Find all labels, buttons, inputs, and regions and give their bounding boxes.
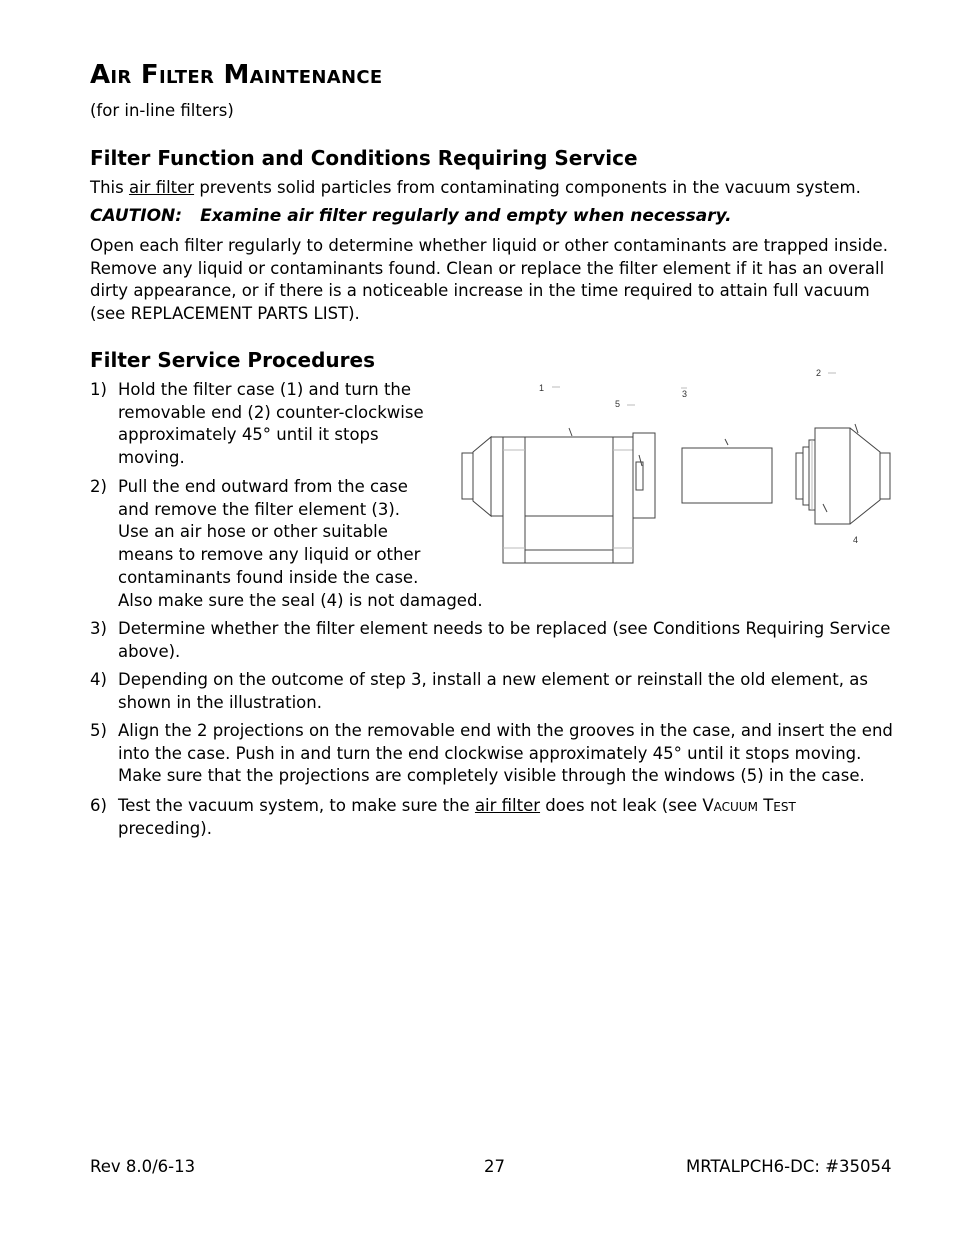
step-line: preceding). [118, 818, 212, 838]
step-line: contaminants found inside the case. [118, 567, 419, 587]
callout-4: 4 [853, 535, 859, 545]
caution-label: CAUTION: [90, 206, 183, 226]
caution-text: Examine air filter regularly and empty when necessary. [200, 206, 732, 226]
step-line: means to remove any liquid or other [118, 545, 421, 565]
filter-element-part [682, 439, 772, 503]
step-line: removable end (2) counter-clockwise [118, 402, 424, 422]
filter-case-part [462, 433, 655, 563]
step-line: above). [118, 641, 181, 661]
callout-3: 3 [682, 389, 688, 399]
step-line: moving. [118, 448, 185, 468]
step-number: 1) [90, 380, 107, 399]
step-line: into the case. Push in and turn the end clockwise approximately 45° until it stops moving. [118, 743, 862, 763]
step-line: approximately 45° until it stops [118, 425, 379, 445]
step-number: 6) [90, 796, 107, 815]
footer-page-number: 27 [484, 1157, 505, 1176]
step6-text-before: Test the vacuum system, to make sure the [118, 796, 475, 815]
page-title: Air Filter Maintenance [90, 60, 383, 90]
footer-document-id: MRTALPCH6-DC: #35054 [686, 1157, 892, 1176]
step-number: 4) [90, 670, 107, 689]
step-number: 2) [90, 477, 107, 496]
section-heading-procedures: Filter Service Procedures [90, 348, 375, 372]
callout-1: 1 [539, 383, 545, 393]
step-line: Pull the end outward from the case [118, 477, 408, 496]
page-subtitle: (for in-line filters) [90, 101, 234, 120]
intro-text-after: prevents solid particles from contaminating components in the vacuum system. [194, 178, 861, 197]
footer-revision: Rev 8.0/6-13 [90, 1157, 196, 1176]
step-line: Align the 2 projections on the removable end with the grooves in the case, and insert the end [118, 721, 893, 740]
vacuum-test-reference: Vacuum Test [702, 796, 796, 815]
removable-end-part [796, 424, 890, 524]
caution-note [90, 206, 732, 226]
intro-paragraph [90, 178, 861, 197]
step-line: shown in the illustration. [118, 692, 322, 712]
section-heading-function: Filter Function and Conditions Requiring Service [90, 146, 638, 170]
step-line: Depending on the outcome of step 3, install a new element or reinstall the old element, as [118, 670, 868, 689]
step-line: Determine whether the filter element needs to be replaced (see Conditions Requiring Service [118, 619, 891, 638]
step-line: Also make sure the seal (4) is not damaged. [118, 590, 483, 610]
air-filter-link[interactable]: air filter [128, 178, 195, 197]
step-line: Hold the filter case (1) and turn the [118, 380, 412, 399]
intro-text-before: This [90, 178, 129, 197]
step6-text-middle: does not leak (see [540, 796, 703, 815]
callout-5: 5 [615, 399, 621, 409]
step-number: 5) [90, 721, 107, 740]
step-line [118, 795, 796, 818]
callout-2: 2 [816, 368, 822, 378]
service-conditions-paragraph: Open each filter regularly to determine whether liquid or other contaminants are trapped inside. Remove any liquid or contaminants found. Clean or replace the filter element if it has an overall dirty appearance, or if there is a noticeable increase in the time required to attain full vacuum (see REPLACEMENT PARTS LIST). [90, 236, 888, 323]
air-filter-exploded-diagram [455, 360, 900, 570]
step-line: Make sure that the projections are completely visible through the windows (5) in the case. [118, 766, 865, 786]
step-line: and remove the filter element (3). [118, 499, 401, 519]
step-line: Use an air hose or other suitable [118, 522, 388, 542]
step-number: 3) [90, 619, 107, 638]
air-filter-link[interactable]: air filter [474, 796, 541, 815]
